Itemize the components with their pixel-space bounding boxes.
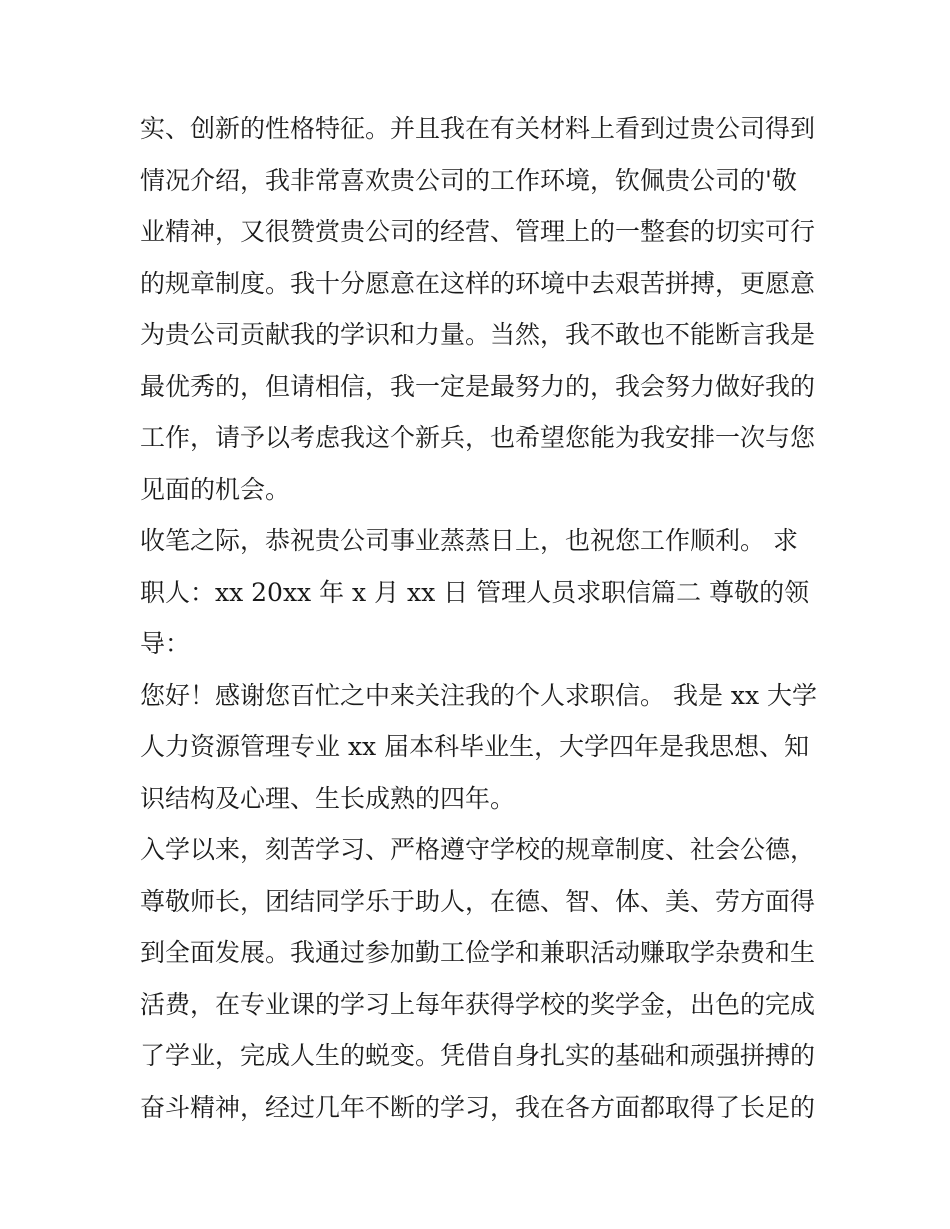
text-line: 导：	[140, 629, 191, 658]
text-line: 工作，请予以考虑我这个新兵，也希望您能为我安排一次与您	[140, 423, 816, 452]
text-line: 您好！感谢您百忙之中来关注我的个人求职信。 我是 xx 大学	[140, 680, 818, 710]
text-line: 最优秀的，但请相信，我一定是最努力的，我会努力做好我的	[140, 371, 816, 401]
text-line: 人力资源管理专业 xx 届本科毕业生，大学四年是我思想、知	[140, 732, 810, 761]
letter-body	[140, 103, 820, 1133]
text-line: 为贵公司贡献我的学识和力量。当然，我不敢也不能断言我是	[140, 320, 816, 349]
text-line: 情况介绍，我非常喜欢贵公司的工作环境，钦佩贵公司的'敬	[140, 165, 797, 195]
text-line: 识结构及心理、生长成熟的四年。	[140, 783, 516, 813]
text-line: 职人：xx 20xx 年 x 月 xx 日 管理人员求职信篇二 尊敬的领	[140, 577, 810, 607]
text-line: 尊敬师长，团结同学乐于助人，在德、智、体、美、劳方面得	[140, 886, 816, 916]
text-line: 到全面发展。我通过参加勤工俭学和兼职活动赚取学杂费和生	[140, 938, 816, 967]
text-line: 奋斗精神，经过几年不断的学习，我在各方面都取得了长足的	[140, 1092, 816, 1122]
text-line: 业精神，又很赞赏贵公司的经营、管理上的一整套的切实可行	[140, 217, 816, 246]
text-line: 活费，在专业课的学习上每年获得学校的奖学金，出色的完成	[140, 989, 816, 1019]
text-line: 收笔之际，恭祝贵公司事业蒸蒸日上，也祝您工作顺利。 求	[140, 526, 798, 555]
text-line: 入学以来，刻苦学习、严格遵守学校的规章制度、社会公德，	[140, 835, 816, 864]
text-line: 了学业，完成人生的蜕变。凭借自身扎实的基础和顽强拼搏的	[140, 1041, 816, 1070]
text-line: 见面的机会。	[140, 474, 291, 504]
text-line: 的规章制度。我十分愿意在这样的环境中去艰苦拼搏，更愿意	[140, 268, 816, 298]
text-line: 实、创新的性格特征。并且我在有关材料上看到过贵公司得到	[140, 114, 816, 143]
